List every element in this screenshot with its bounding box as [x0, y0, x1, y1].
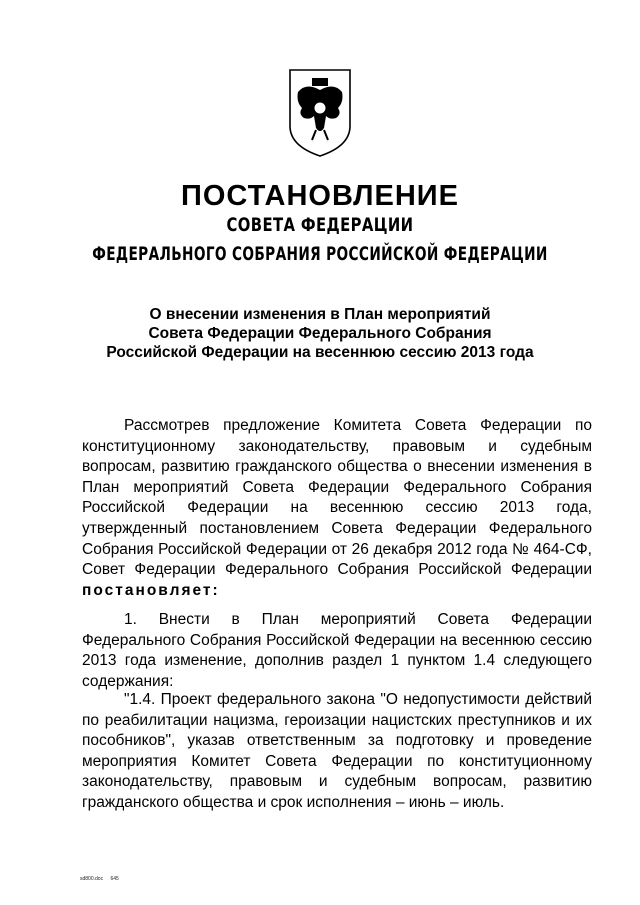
issuer-line-1: СОВЕТА ФЕДЕРАЦИИ	[226, 214, 414, 236]
subject-line-2: Совета Федерации Федерального Собрания	[148, 325, 492, 342]
footer-code: 645	[110, 876, 119, 882]
paragraph-item-1	[82, 610, 592, 692]
footer-meta	[80, 876, 125, 882]
subject-line-3: Российской Федерации на весеннюю сессию 2013 года	[106, 344, 534, 361]
decree-word: постановляет:	[82, 581, 220, 599]
paragraph-preamble	[82, 416, 592, 601]
document-title: ПОСТАНОВЛЕНИЕ	[181, 180, 459, 212]
subject-line-1: О внесении изменения в План мероприятий	[149, 306, 491, 323]
paragraph-quoted-item	[82, 690, 592, 814]
quoted-item-text: "1.4. Проект федерального закона "О недопустимости действий по реабилитации нацизма, героизации нацистских преступников и их пособников", указав ответственным за подготовку и проведение мероприятия Комитет Совета Федерации по конституционному законодательству, правовым и судебным вопросам, развитию гражданского общества и срок исполнения – июнь – июль.	[82, 691, 592, 811]
coat-of-arms-emblem	[286, 68, 354, 158]
footer-filename: sd800.doc	[80, 876, 104, 882]
preamble-text: Рассмотрев предложение Комитета Совета Федерации по конституционному законодательству, правовым и судебным вопросам, развитию гражданского общества о внесении изменения в План мероприятий Совета Федерации Федерального Собрания Российской Федерации на весеннюю сессию 2013 года, утвержденный постановлением Совета Федерации Федерального Собрания Российской Федерации от 26 декабря 2012 года № 464-СФ, Совет Федерации Федерального Собрания Российской Федерации	[82, 417, 592, 579]
item-1-text: 1. Внести в План мероприятий Совета Федерации Федерального Собрания Российской Федерации на весеннюю сессию 2013 года изменение, дополнив раздел 1 пунктом 1.4 следующего содержания:	[82, 611, 592, 690]
document-subject	[90, 305, 550, 362]
issuer-line-2: ФЕДЕРАЛЬНОГО СОБРАНИЯ РОССИЙСКОЙ ФЕДЕРАЦИИ	[92, 243, 548, 265]
